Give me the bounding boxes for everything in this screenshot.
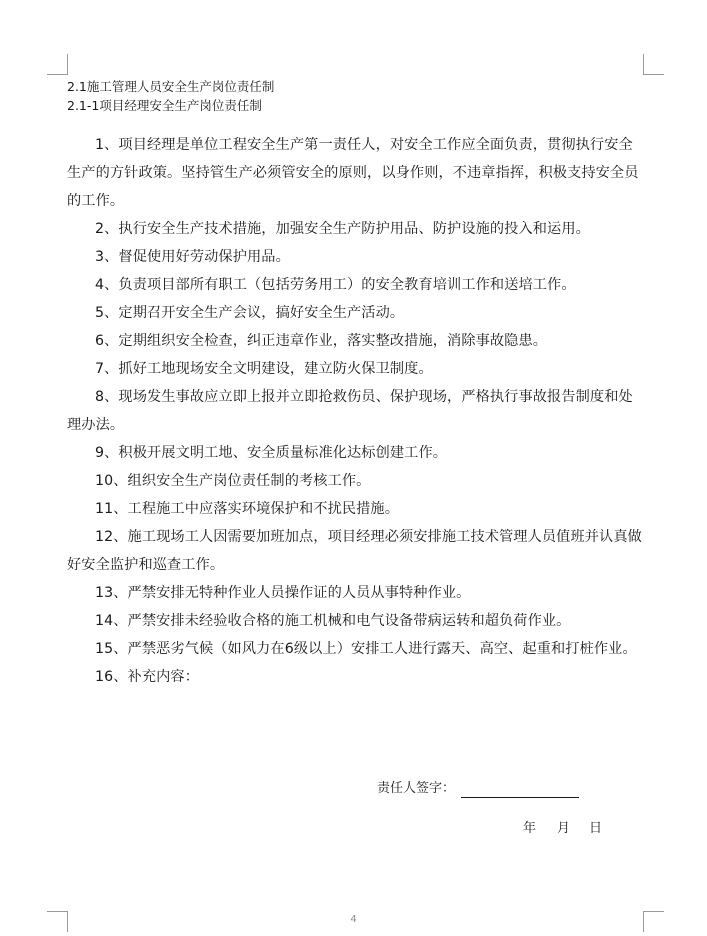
corner-mark-top-right — [643, 54, 664, 75]
signature-label: 责任人签字： — [377, 781, 456, 796]
list-item: 1、项目经理是单位工程安全生产第一责任人，对安全工作应全面负责，贯彻执行安全生产的方针政策。坚持管生产必须管安全的原则，以身作则，不违章指挥，积极支持安全员的工作。 — [67, 137, 639, 209]
list-item: 16、补充内容： — [95, 669, 199, 685]
date-month-label: 月 — [557, 821, 571, 836]
list-item: 11、工程施工中应落实环境保护和不扰民措施。 — [95, 501, 400, 517]
subsection-heading: 2.1-1项目经理安全生产岗位责任制 — [67, 98, 262, 113]
list-item: 13、严禁安排无特种作业人员操作证的人员从事特种作业。 — [95, 585, 471, 601]
list-item: 7、抓好工地现场安全文明建设，建立防火保卫制度。 — [95, 361, 433, 377]
date-row — [523, 820, 602, 838]
page-number: 4 — [350, 914, 357, 925]
list-item: 10、组织安全生产岗位责任制的考核工作。 — [95, 473, 371, 489]
date-day-label: 日 — [589, 821, 603, 836]
signature-row — [377, 780, 579, 798]
list-item: 3、督促使用好劳动保护用品。 — [95, 249, 290, 265]
corner-mark-top-left — [47, 54, 68, 75]
list-item: 8、现场发生事故应立即上报并立即抢救伤员、保护现场，严格执行事故报告制度和处理办法。 — [67, 389, 633, 433]
section-heading: 2.1施工管理人员安全生产岗位责任制 — [67, 79, 275, 94]
date-year-label: 年 — [523, 821, 537, 836]
list-item: 4、负责项目部所有职工（包括劳务用工）的安全教育培训工作和送培工作。 — [95, 277, 576, 293]
list-item: 12、施工现场工人因需要加班加点，项目经理必须安排施工技术管理人员值班并认真做好安全监护和巡查工作。 — [67, 529, 642, 573]
list-item: 2、执行安全生产技术措施，加强安全生产防护用品、防护设施的投入和运用。 — [95, 221, 590, 237]
list-item: 9、积极开展文明工地、安全质量标准化达标创建工作。 — [95, 445, 448, 461]
responsibility-list — [67, 131, 645, 691]
list-item: 5、定期召开安全生产会议，搞好安全生产活动。 — [95, 305, 405, 321]
list-item: 6、定期组织安全检查，纠正违章作业，落实整改措施，消除事故隐患。 — [95, 333, 548, 349]
list-item: 14、严禁安排未经验收合格的施工机械和电气设备带病运转和超负荷作业。 — [95, 613, 571, 629]
list-item: 15、严禁恶劣气候（如风力在6级以上）安排工人进行露天、高空、起重和打桩作业。 — [95, 641, 637, 657]
signature-line — [461, 783, 579, 798]
